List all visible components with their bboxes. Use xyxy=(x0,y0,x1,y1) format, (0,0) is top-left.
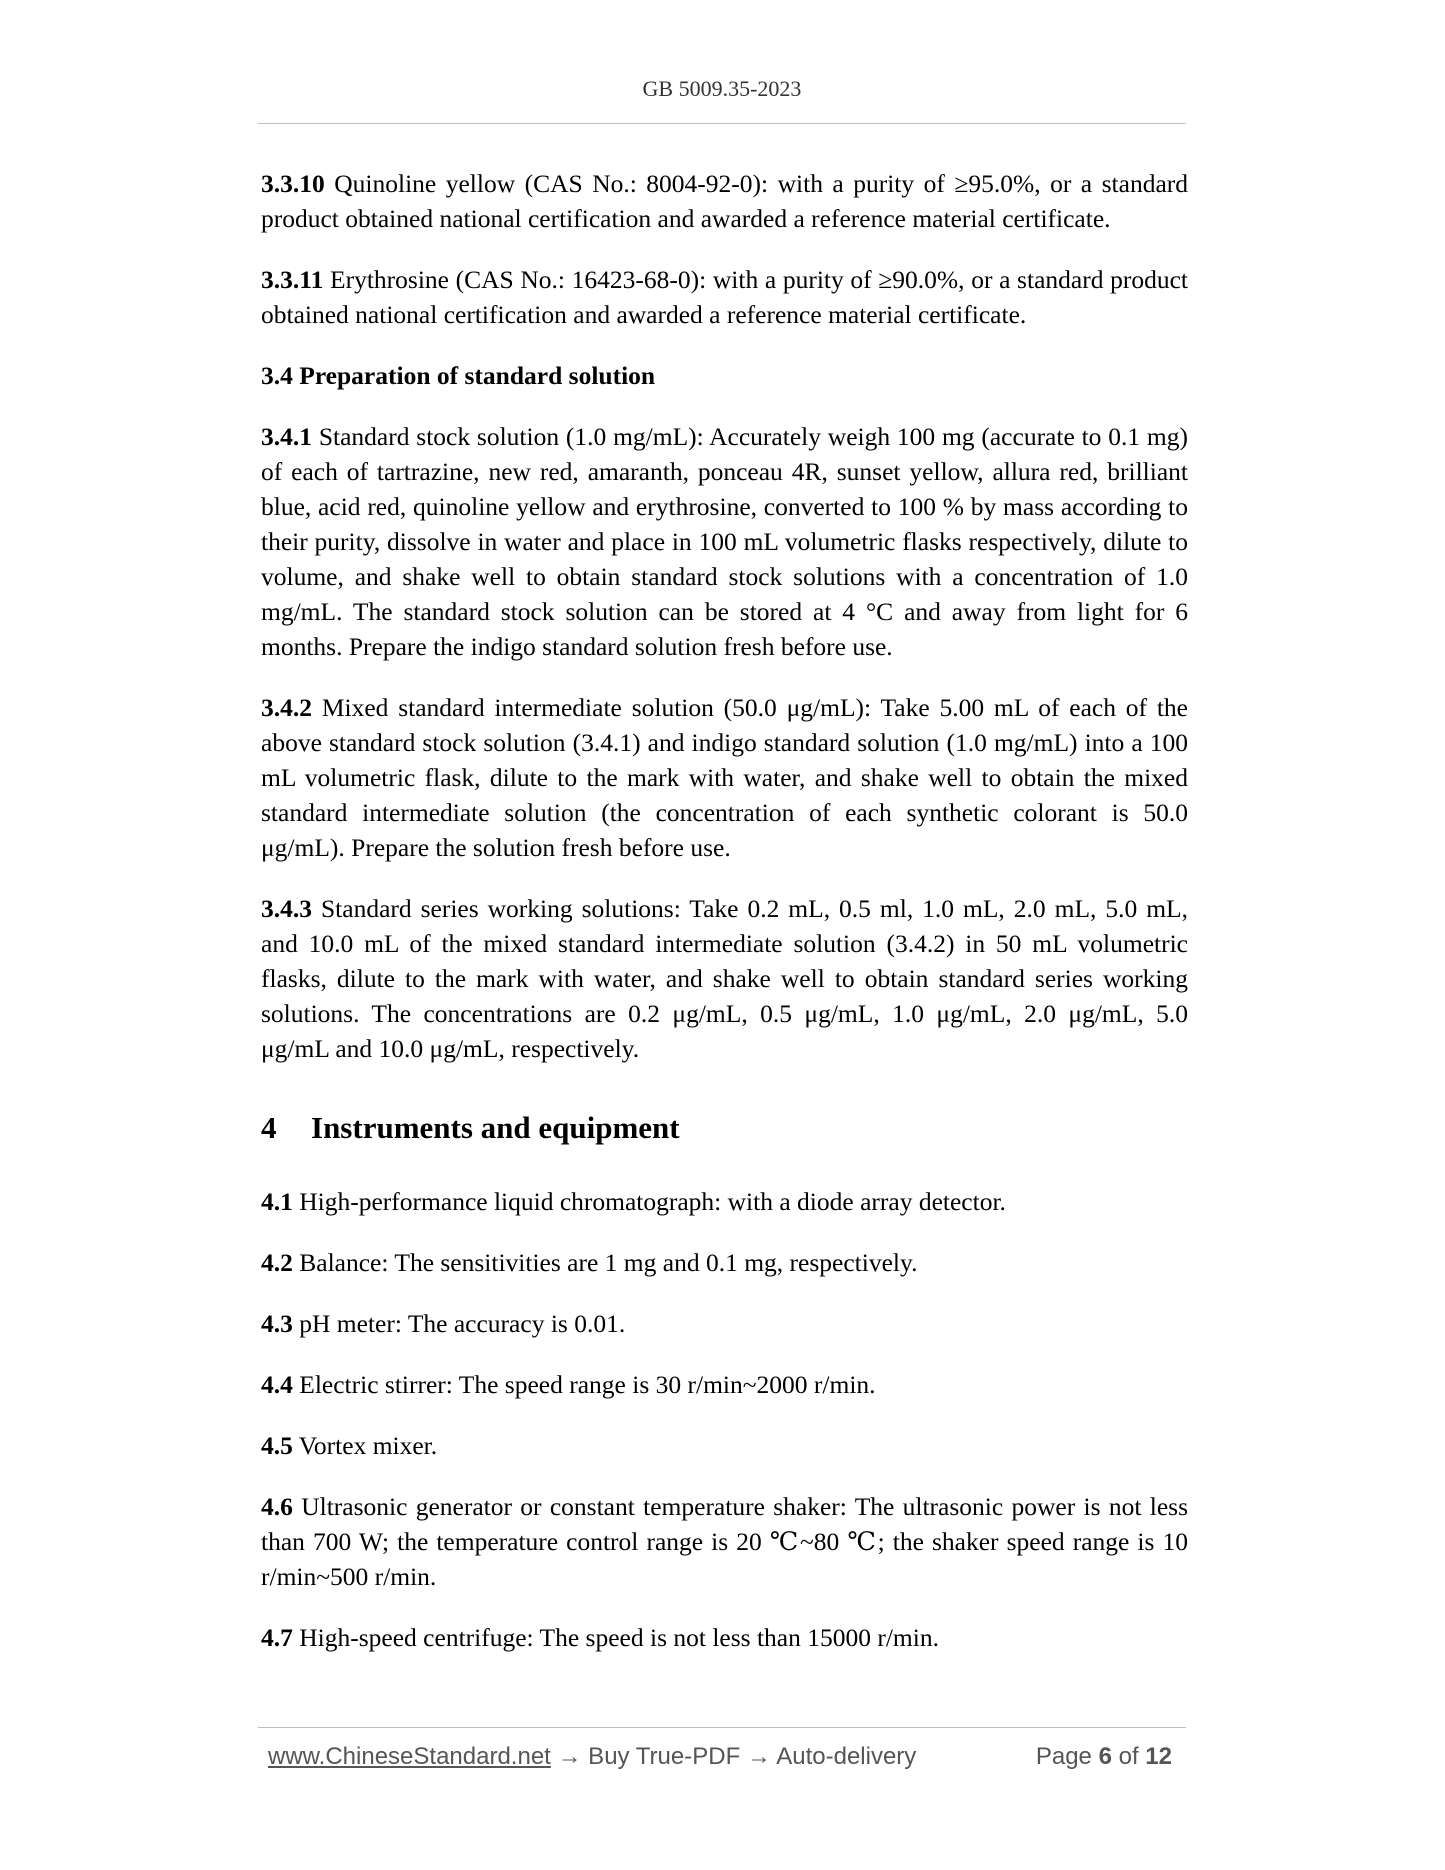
clause-4-2 xyxy=(261,1245,1188,1280)
clause-3-4-3 xyxy=(261,891,1188,1066)
footer-divider xyxy=(258,1727,1186,1728)
clause-3-4-1 xyxy=(261,419,1188,664)
clause-text: Standard series working solutions: Take 0.2 mL, 0.5 ml, 1.0 mL, 2.0 mL, 5.0 mL, and 10.0 mL of the mixed standard intermediate solution (3.4.2) in 50 mL volumetric flasks, dilute to the mark with water, and shake well to obtain standard series working solutions. The concentrations are 0.2 μg/mL, 0.5 μg/mL, 1.0 μg/mL, 2.0 μg/mL, 5.0 μg/mL and 10.0 μg/mL, respectively. xyxy=(261,894,1189,1063)
page-header-doc-id: GB 5009.35-2023 xyxy=(642,76,802,101)
clause-text: Mixed standard intermediate solution (50.0 μg/mL): Take 5.00 mL of each of the above standard stock solution (3.4.1) and indigo standard solution (1.0 mg/mL) into a 100 mL volumetric flask, dilute to the mark with water, and shake well to obtain the mixed standard intermediate solution (the concentration of each synthetic colorant is 50.0 μg/mL). Prepare the solution fresh before use. xyxy=(261,693,1189,862)
clause-number: 4.6 xyxy=(261,1492,293,1521)
clause-4-7 xyxy=(261,1620,1188,1655)
clause-text: Vortex mixer. xyxy=(298,1431,438,1460)
clause-text: Ultrasonic generator or constant temperature shaker: The ultrasonic power is not less than 700 W; the temperature control range is 20 ℃~80 ℃; the shaker speed range is 10 r/min~500 r/min. xyxy=(261,1492,1189,1591)
clause-number: 3.4.2 xyxy=(261,693,312,722)
clause-number: 4.1 xyxy=(261,1187,293,1216)
header-divider xyxy=(258,123,1186,124)
section-heading-3-4: 3.4 Preparation of standard solution xyxy=(261,361,656,390)
clause-text: High-performance liquid chromatograph: with a diode array detector. xyxy=(299,1187,1006,1216)
chapter-number: 4 xyxy=(261,1110,277,1145)
clause-number: 4.5 xyxy=(261,1431,293,1460)
clause-4-1 xyxy=(261,1184,1188,1219)
clause-4-4 xyxy=(261,1367,1188,1402)
clause-4-6 xyxy=(261,1489,1188,1594)
chapter-title: Instruments and equipment xyxy=(311,1110,680,1145)
current-page-number: 6 xyxy=(1098,1743,1112,1770)
clause-3-3-10 xyxy=(261,166,1188,236)
buy-note: → Buy True-PDF → Auto-delivery xyxy=(557,1743,917,1770)
clause-text: Standard stock solution (1.0 mg/mL): Accurately weigh 100 mg (accurate to 0.1 mg) of each of tartrazine, new red, amaranth, ponceau 4R, sunset yellow, allura red, brilliant blue, acid red, quinoline yellow and erythrosine, converted to 100 % by mass according to their purity, dissolve in water and place in 100 mL volumetric flasks respectively, dilute to volume, and shake well to obtain standard stock solutions with a concentration of 1.0 mg/mL. The standard stock solution can be stored at 4 °C and away from light for 6 months. Prepare the indigo standard solution fresh before use. xyxy=(261,422,1188,661)
clause-text: pH meter: The accuracy is 0.01. xyxy=(299,1309,626,1338)
site-link[interactable]: www.ChineseStandard.net xyxy=(268,1743,551,1770)
clause-3-4-2 xyxy=(261,690,1188,865)
total-pages: 12 xyxy=(1145,1743,1172,1770)
page-footer xyxy=(268,1743,1186,1771)
clause-number: 4.3 xyxy=(261,1309,293,1338)
clause-4-3 xyxy=(261,1306,1188,1341)
clause-text: Electric stirrer: The speed range is 30 r/min~2000 r/min. xyxy=(299,1370,876,1399)
clause-text: Erythrosine (CAS No.: 16423-68-0): with a purity of ≥90.0%, or a standard product obtained national certification and awarded a reference material certificate. xyxy=(261,265,1188,329)
page-word: Page xyxy=(1035,1743,1092,1770)
clause-number: 3.4.1 xyxy=(261,422,312,451)
clause-text: Balance: The sensitivities are 1 mg and 0.1 mg, respectively. xyxy=(299,1248,918,1277)
clause-number: 3.3.10 xyxy=(261,169,325,198)
clause-number: 3.3.11 xyxy=(261,265,324,294)
clause-text: Quinoline yellow (CAS No.: 8004-92-0): with a purity of ≥95.0%, or a standard product obtained national certification and awarded a reference material certificate. xyxy=(261,169,1189,233)
chapter-heading-4 xyxy=(261,1108,1188,1148)
clause-number: 3.4.3 xyxy=(261,894,312,923)
of-word: of xyxy=(1118,1743,1139,1770)
clause-4-5 xyxy=(261,1428,1188,1463)
page-body xyxy=(261,166,1188,1681)
clause-number: 4.7 xyxy=(261,1623,293,1652)
page-indicator xyxy=(1036,1743,1172,1771)
clause-number: 4.2 xyxy=(261,1248,293,1277)
clause-3-3-11 xyxy=(261,262,1188,332)
clause-number: 4.4 xyxy=(261,1370,293,1399)
clause-text: High-speed centrifuge: The speed is not less than 15000 r/min. xyxy=(299,1623,939,1652)
